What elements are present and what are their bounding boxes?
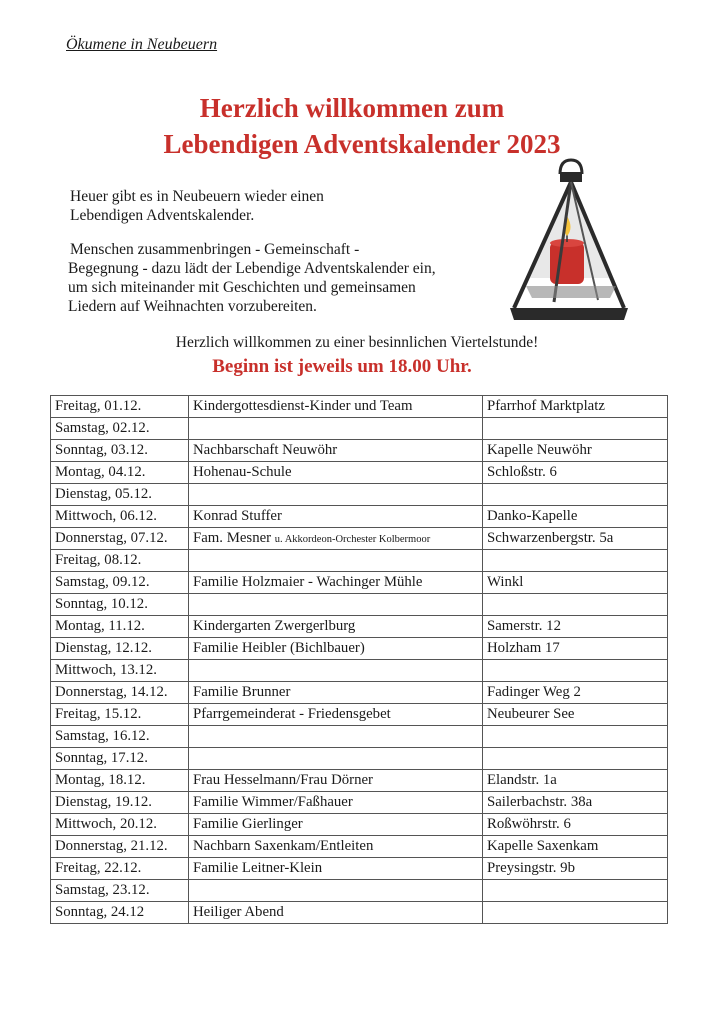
intro-line: Lebendigen Adventskalender. <box>70 207 255 224</box>
table-row <box>51 594 668 616</box>
schedule-host-cell <box>189 792 483 814</box>
schedule-host-cell <box>189 462 483 484</box>
schedule-host-cell <box>189 506 483 528</box>
schedule-host-text: Familie Holzmaier - Wachinger Mühle <box>193 574 423 590</box>
schedule-host-cell <box>189 704 483 726</box>
intro-paragraph <box>70 187 324 225</box>
welcome-text: Herzlich willkommen zu einer besinnlichen Viertelstunde! <box>175 334 539 351</box>
schedule-day-cell: Freitag, 22.12. <box>51 858 189 880</box>
schedule-day-cell: Sonntag, 03.12. <box>51 440 189 462</box>
lantern-candle-illustration <box>508 158 630 328</box>
table-row <box>51 440 668 462</box>
schedule-place-cell: Sailerbachstr. 38a <box>483 792 668 814</box>
schedule-day-cell: Montag, 11.12. <box>51 616 189 638</box>
schedule-day-cell: Sonntag, 17.12. <box>51 748 189 770</box>
schedule-host-text: Fam. Mesner <box>193 530 272 546</box>
schedule-day-cell: Samstag, 02.12. <box>51 418 189 440</box>
table-row <box>51 770 668 792</box>
schedule-host-text: Nachbarschaft Neuwöhr <box>193 442 338 458</box>
schedule-host-cell <box>189 528 483 550</box>
schedule-place-cell <box>483 550 668 572</box>
start-time-text: Beginn ist jeweils um 18.00 Uhr. <box>212 356 472 377</box>
table-row <box>51 880 668 902</box>
schedule-place-cell: Holzham 17 <box>483 638 668 660</box>
table-row <box>51 726 668 748</box>
schedule-host-cell <box>189 682 483 704</box>
schedule-host-text: Kindergarten Zwergerlburg <box>193 618 356 634</box>
schedule-host-text: Konrad Stuffer <box>193 508 282 524</box>
schedule-host-cell <box>189 726 483 748</box>
schedule-place-cell <box>483 660 668 682</box>
table-row <box>51 506 668 528</box>
table-row <box>51 704 668 726</box>
schedule-host-cell <box>189 638 483 660</box>
table-row <box>51 682 668 704</box>
schedule-day-cell: Mittwoch, 06.12. <box>51 506 189 528</box>
table-row <box>51 396 668 418</box>
schedule-host-cell <box>189 660 483 682</box>
schedule-host-text: Heiliger Abend <box>193 904 284 920</box>
schedule-host-cell <box>189 836 483 858</box>
description-line: um sich miteinander mit Geschichten und gemeinsamen <box>68 279 416 296</box>
schedule-place-cell: Preysingstr. 9b <box>483 858 668 880</box>
schedule-day-cell: Freitag, 01.12. <box>51 396 189 418</box>
schedule-place-cell: Pfarrhof Marktplatz <box>483 396 668 418</box>
schedule-place-cell <box>483 418 668 440</box>
schedule-day-cell: Dienstag, 12.12. <box>51 638 189 660</box>
table-row <box>51 902 668 924</box>
schedule-place-cell: Kapelle Saxenkam <box>483 836 668 858</box>
schedule-host-cell <box>189 572 483 594</box>
schedule-host-cell <box>189 550 483 572</box>
table-row <box>51 858 668 880</box>
table-row <box>51 462 668 484</box>
schedule-host-cell <box>189 748 483 770</box>
table-row <box>51 660 668 682</box>
schedule-day-cell: Sonntag, 10.12. <box>51 594 189 616</box>
schedule-place-cell <box>483 902 668 924</box>
table-row <box>51 572 668 594</box>
schedule-place-cell: Kapelle Neuwöhr <box>483 440 668 462</box>
schedule-place-cell: Roßwöhrstr. 6 <box>483 814 668 836</box>
description-line: Begegnung - dazu lädt der Lebendige Adventskalender ein, <box>68 260 436 277</box>
schedule-host-cell <box>189 616 483 638</box>
schedule-day-cell: Samstag, 09.12. <box>51 572 189 594</box>
schedule-host-text: Familie Wimmer/Faßhauer <box>193 794 353 810</box>
schedule-host-cell <box>189 396 483 418</box>
schedule-place-cell <box>483 748 668 770</box>
intro-line: Heuer gibt es in Neubeuern wieder einen <box>70 188 324 205</box>
schedule-day-cell: Montag, 18.12. <box>51 770 189 792</box>
schedule-place-cell: Danko-Kapelle <box>483 506 668 528</box>
table-row <box>51 550 668 572</box>
table-row <box>51 748 668 770</box>
schedule-host-cell <box>189 484 483 506</box>
schedule-day-cell: Donnerstag, 21.12. <box>51 836 189 858</box>
schedule-day-cell: Freitag, 08.12. <box>51 550 189 572</box>
description-line: Menschen zusammenbringen - Gemeinschaft - <box>70 241 360 258</box>
schedule-host-text: Pfarrgemeinderat - Friedensgebet <box>193 706 391 722</box>
description-paragraph <box>70 240 436 316</box>
schedule-day-cell: Dienstag, 05.12. <box>51 484 189 506</box>
table-row <box>51 484 668 506</box>
table-row <box>51 814 668 836</box>
schedule-day-cell: Samstag, 23.12. <box>51 880 189 902</box>
schedule-day-cell: Donnerstag, 14.12. <box>51 682 189 704</box>
schedule-day-cell: Donnerstag, 07.12. <box>51 528 189 550</box>
schedule-host-cell <box>189 418 483 440</box>
schedule-place-cell: Elandstr. 1a <box>483 770 668 792</box>
schedule-place-cell <box>483 594 668 616</box>
schedule-place-cell: Winkl <box>483 572 668 594</box>
schedule-host-text: Hohenau-Schule <box>193 464 292 480</box>
schedule-place-cell <box>483 726 668 748</box>
schedule-day-cell: Samstag, 16.12. <box>51 726 189 748</box>
schedule-host-text: Kindergottesdienst-Kinder und Team <box>193 398 413 414</box>
header-note: Ökumene in Neubeuern <box>66 36 218 53</box>
description-line: Liedern auf Weihnachten vorzubereiten. <box>68 298 317 315</box>
schedule-day-cell: Mittwoch, 13.12. <box>51 660 189 682</box>
schedule-host-cell <box>189 770 483 792</box>
schedule-host-text: Nachbarn Saxenkam/Entleiten <box>193 838 374 854</box>
schedule-place-cell: Fadinger Weg 2 <box>483 682 668 704</box>
schedule-host-cell <box>189 594 483 616</box>
schedule-place-cell: Schloßstr. 6 <box>483 462 668 484</box>
schedule-host-cell <box>189 814 483 836</box>
schedule-place-cell: Neubeurer See <box>483 704 668 726</box>
schedule-day-cell: Dienstag, 19.12. <box>51 792 189 814</box>
schedule-host-cell <box>189 902 483 924</box>
schedule-place-cell: Schwarzenbergstr. 5a <box>483 528 668 550</box>
schedule-host-cell <box>189 858 483 880</box>
table-row <box>51 418 668 440</box>
schedule-host-text: Familie Brunner <box>193 684 291 700</box>
schedule-place-cell <box>483 880 668 902</box>
table-row <box>51 528 668 550</box>
candle <box>550 242 584 284</box>
schedule-day-cell: Montag, 04.12. <box>51 462 189 484</box>
page-title-line-1: Herzlich willkommen zum <box>199 93 505 123</box>
schedule-day-cell: Mittwoch, 20.12. <box>51 814 189 836</box>
schedule-host-text: Familie Heibler (Bichlbauer) <box>193 640 365 656</box>
page-title-line-2: Lebendigen Adventskalender 2023 <box>163 129 561 159</box>
schedule-place-cell <box>483 484 668 506</box>
schedule-host-text: Frau Hesselmann/Frau Dörner <box>193 772 373 788</box>
schedule-host-extra-text: u. Akkordeon-Orchester Kolbermoor <box>274 534 431 545</box>
table-row <box>51 792 668 814</box>
schedule-day-cell: Freitag, 15.12. <box>51 704 189 726</box>
schedule-host-text: Familie Leitner-Klein <box>193 860 323 876</box>
advent-schedule-table <box>50 395 668 924</box>
table-row <box>51 616 668 638</box>
schedule-host-cell <box>189 880 483 902</box>
table-row <box>51 836 668 858</box>
schedule-host-cell <box>189 440 483 462</box>
schedule-place-cell: Samerstr. 12 <box>483 616 668 638</box>
table-row <box>51 638 668 660</box>
schedule-host-text: Familie Gierlinger <box>193 816 303 832</box>
schedule-day-cell: Sonntag, 24.12 <box>51 902 189 924</box>
